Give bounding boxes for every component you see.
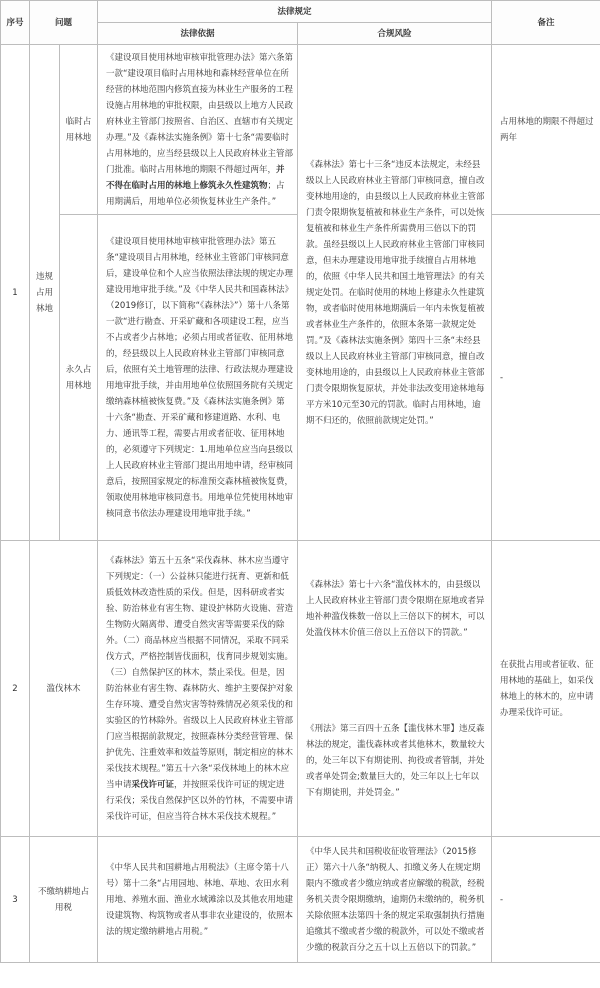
basis-text: 《建设项目使用林地审核审批管理办法》第六条第一款“建设项目临时占用林地和森林经营单位在所经营的林地范围内修筑直接为林业生产服务的工程设施占用林地的审批权限，由县级以上地方人民政府林业主管部门按照省、自治区、直辖市有关规定办理。”及《森林法实施条例》第十七条“需要临时占用林地的，应当经县级以上人民政府林业主管部门批准。临时占用林地的期限不得超过两年， xyxy=(106,52,294,175)
risk-cell: 《中华人民共和国税收征收管理法》（2015修正）第六十八条“纳税人、扣缴义务人在规定期限内不缴或者少缴应纳或者应解缴的税款，经税务机关责令限期缴纳，逾期仍未缴纳的，税务机关除依照本法第四十条的规定采取强制执行措施追缴其不缴或者少缴的税款外，可以处不缴或者少缴的税款百分之五十以上五倍以下的罚款。” xyxy=(298,837,492,963)
basis-cell: 《中华人民共和国耕地占用税法》（主席令第十八号）第十二条“占用园地、林地、草地、农田水利用地、养殖水面、渔业水域滩涂以及其他农用地建设建筑物、构筑物或者从事非农业建设的，依照本法的规定缴纳耕地占用税。” xyxy=(98,837,298,963)
table-row xyxy=(1,837,600,963)
basis-cell xyxy=(98,541,298,837)
basis-text-end: ，并按照采伐许可证的规定进行采伐；采伐自然保护区以外的竹林，不需要申请采伐许可证，但应当符合林木采伐技术规程。” xyxy=(106,779,294,822)
header-issue: 问题 xyxy=(30,1,98,45)
basis-emphasis: 采伐许可证 xyxy=(131,779,175,790)
header-no: 序号 xyxy=(1,1,30,45)
basis-text-end: ；占用期满后，用地单位必须恢复林业生产条件。” xyxy=(106,180,285,207)
risk-text: 《森林法》第七十六条“滥伐林木的，由县级以上人民政府林业主管部门责令限期在原地或者异地补种滥伐株数一倍以上三倍以下的树木，可以处滥伐林木价值三倍以上五倍以下的罚款。” xyxy=(306,579,485,638)
notes-cell: 占用林地的期限不得超过两年 xyxy=(492,45,600,215)
issue-cell: 滥伐林木 xyxy=(30,541,98,837)
table-row xyxy=(1,45,600,215)
sub-issue-cell: 永久占用林地 xyxy=(60,215,98,541)
basis-cell: 《建设项目使用林地审核审批管理办法》第五条“建设项目占用林地，经林业主管部门审核同意后，建设单位和个人应当依照法律法规的规定办理建设用地审批手续。”及《中华人民共和国森林法》（2019修订，以下简称“《森林法》”）第十八条第一款“进行勘查、开采矿藏和各项建设工程，应当不占或者少占林地；必须占用或者征收、征用林地的，经县级以上人民政府林业主管部门审核同意后，依照有关土地管理的法律、行政法规办理建设用地审批手续，并由用地单位依照国务院有关规定缴纳森林植被恢复费。”及《森林法实施条例》第十六条“勘查、开采矿藏和修建道路、水利、电力、通讯等工程，需要占用或者征收、征用林地的，必须遵守下列规定：1.用地单位应当向县级以上人民政府林业主管部门提出用地申请，经审核同意后，按照国家规定的标准预交森林植被恢复费，领取使用林地审核同意书。用地单位凭使用林地审核同意书依法办理建设用地审批手续。” xyxy=(98,215,298,541)
risk-cell: 《森林法》第七十三条“违反本法规定，未经县级以上人民政府林业主管部门审核同意，擅自改变林地用途的，由县级以上人民政府林业主管部门责令限期恢复植被和林业生产条件，可以处恢复植被和林业生产条件所需费用三倍以下的罚款。虽经县级以上人民政府林业主管部门审核同意，但未办理建设用地审批手续擅自占用林地的，依照《中华人民共和国土地管理法》的有关规定处罚。在临时使用的林地上修建永久性建筑物，或者临时使用林地期满后一年内未恢复植被或者林业生产条件的，依照本条第一款规定处罚。”及《森林法实施条例》第四十三条“未经县级以上人民政府林业主管部门审核同意，擅自改变林地用途的，由县级以上人民政府林业主管部门责令限期恢复原状，并处非法改变用途林地每平方米10元至30元的罚款。临时占用林地，逾期不归还的，依照前款规定处罚。” xyxy=(298,45,492,541)
header-legal: 法律规定 xyxy=(98,1,492,23)
header-basis: 法律依据 xyxy=(98,23,298,45)
row-no: 1 xyxy=(1,45,30,541)
issue-cell: 不缴纳耕地占用税 xyxy=(30,837,98,963)
row-no: 3 xyxy=(1,837,30,963)
table-row xyxy=(1,541,600,837)
header-row xyxy=(1,1,600,23)
notes-cell: - xyxy=(492,837,600,963)
issue-cell: 违规占用林地 xyxy=(30,45,60,541)
basis-emphasis: 并不得在临时占用的林地上修筑永久性建筑物 xyxy=(106,164,285,191)
risk-cell xyxy=(298,541,492,837)
row-no: 2 xyxy=(1,541,30,837)
risk-text-criminal: 《刑法》第三百四十五条【滥伐林木罪】违反森林法的规定，滥伐森林或者其他林木，数量较大的，处三年以下有期徒刑、拘役或者管制，并处或者单处罚金;数量巨大的，处三年以上七年以下有期徒刑，并处罚金。” xyxy=(306,723,485,798)
header-risk: 合规风险 xyxy=(298,23,492,45)
notes-cell: 在获批占用或者征收、征用林地的基础上，如采伐林地上的林木的，应申请办理采伐许可证。 xyxy=(492,541,600,837)
basis-text: 《森林法》第五十五条“采伐森林、林木应当遵守下列规定：（一）公益林只能进行抚育、更新和低质低效林改造性质的采伐。但是，因科研或者实验、防治林业有害生物、建设护林防火设施、营造生物防火隔离带、遭受自然灾害等需要采伐的除外。（二）商品林应当根据不同情况，采取不同采伐方式，严格控制皆伐面积，伐育同步规划实施。（三）自然保护区的林木，禁止采伐。但是，因防治林业有害生物、森林防火、维护主要保护对象生存环境、遭受自然灾害等特殊情况必须采伐的和实验区的竹林除外。省级以上人民政府林业主管部门应当根据前款规定，按照森林分类经营管理、保护优先、注重效率和效益等原则，制定相应的林木采伐技术规程。”第五十六条“采伐林地上的林木应当申请 xyxy=(106,555,294,790)
notes-cell: - xyxy=(492,215,600,541)
header-notes: 备注 xyxy=(492,1,600,45)
sub-issue-cell: 临时占用林地 xyxy=(60,45,98,215)
basis-cell xyxy=(98,45,298,215)
